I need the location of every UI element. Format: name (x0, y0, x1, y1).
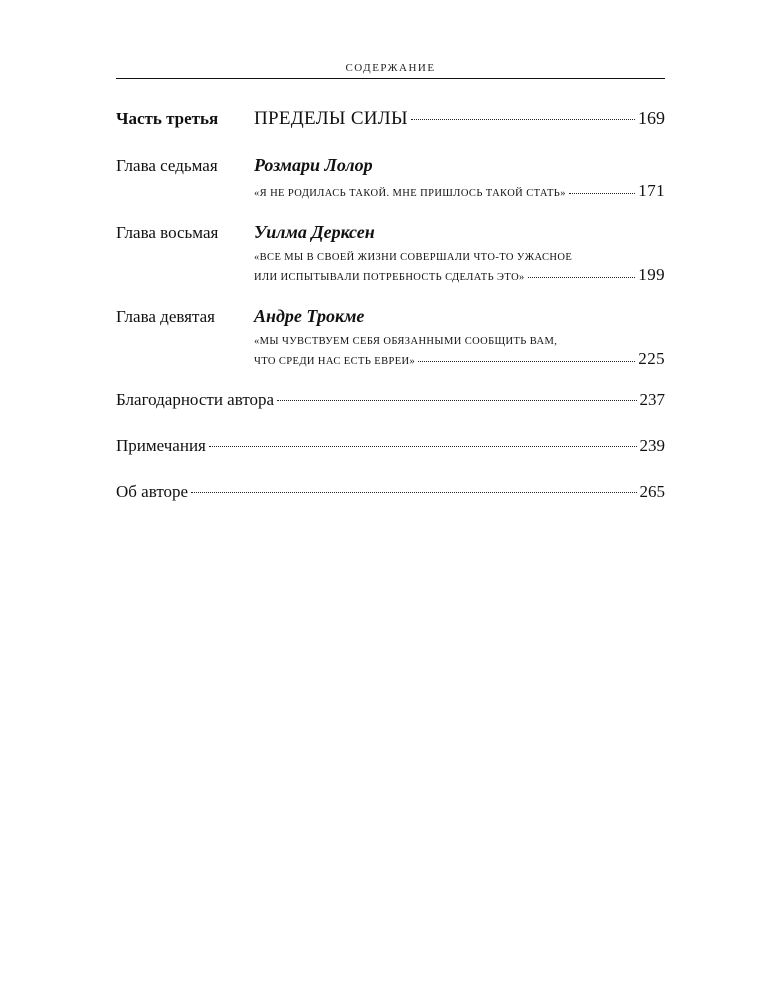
toc-extra-entry[interactable] (116, 390, 665, 410)
toc-extra-entry[interactable] (116, 482, 665, 502)
running-head: СОДЕРЖАНИЕ (345, 62, 436, 74)
part-title: ПРЕДЕЛЫ СИЛЫ (254, 108, 408, 129)
chapter-author: Уилма Дерксен (254, 222, 375, 242)
leader-dots (191, 492, 636, 493)
chapter-subtitle-line: «Я НЕ РОДИЛАСЬ ТАКОЙ. МНЕ ПРИШЛОСЬ ТАКОЙ СТАТЬ» (254, 188, 566, 199)
header-rule (116, 78, 665, 79)
toc-extra-entry[interactable] (116, 436, 665, 456)
chapter-author: Андре Трокме (254, 306, 365, 326)
page-number: 265 (639, 482, 665, 501)
chapter-author: Розмари Лолор (254, 155, 373, 175)
chapter-subtitle-line: «ВСЕ МЫ В СВОЕЙ ЖИЗНИ СОВЕРШАЛИ ЧТО-ТО УЖАСНОЕ (254, 252, 573, 263)
page-number: 199 (638, 265, 665, 284)
entry-title: Примечания (116, 436, 206, 455)
page-number: 237 (639, 390, 665, 409)
page-number: 225 (638, 349, 665, 368)
leader-dots (528, 277, 636, 278)
entry-title: Благодарности автора (116, 390, 275, 409)
leader-dots (209, 446, 637, 447)
page-number: 171 (638, 181, 665, 200)
entry-title: Об авторе (116, 482, 189, 501)
chapter-label: Глава восьмая (116, 223, 219, 242)
page-number: 169 (638, 108, 665, 128)
part-label: Часть третья (116, 109, 219, 128)
chapter-label: Глава седьмая (116, 156, 218, 175)
page-number: 239 (639, 436, 665, 455)
leader-dots (418, 361, 635, 362)
chapter-subtitle-line: ИЛИ ИСПЫТЫВАЛИ ПОТРЕБНОСТЬ СДЕЛАТЬ ЭТО» (254, 272, 525, 283)
leader-dots (569, 193, 635, 194)
chapter-subtitle-line: ЧТО СРЕДИ НАС ЕСТЬ ЕВРЕИ» (254, 356, 416, 367)
chapter-label: Глава девятая (116, 307, 215, 326)
chapter-subtitle-line: «МЫ ЧУВСТВУЕМ СЕБЯ ОБЯЗАННЫМИ СООБЩИТЬ ВАМ, (254, 336, 558, 347)
leader-dots (277, 400, 636, 401)
leader-dots (411, 119, 635, 120)
